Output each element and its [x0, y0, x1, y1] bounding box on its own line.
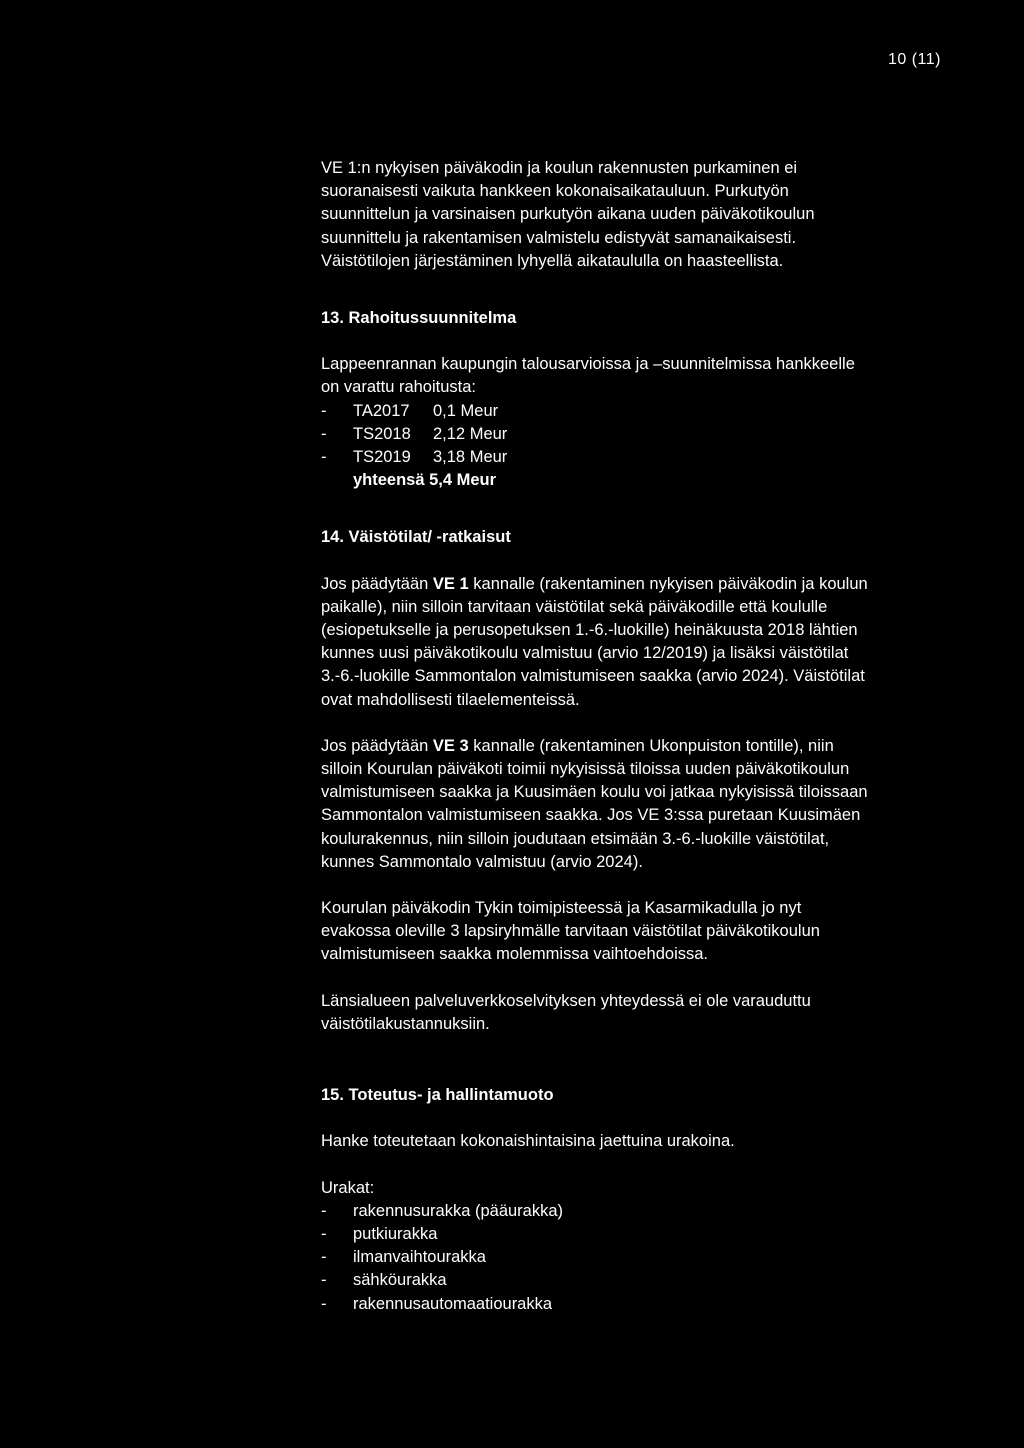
contract-item — [321, 1200, 981, 1223]
section-15-paragraph: Hanke toteutetaan kokonaishintaisina jaettuina urakoina. — [321, 1132, 735, 1151]
contract-label: sähköurakka — [353, 1271, 447, 1290]
bold-option: VE 3 — [432, 736, 469, 755]
funding-item — [321, 446, 981, 469]
list-dash: - — [321, 424, 327, 443]
contract-item — [321, 1269, 981, 1292]
list-dash: - — [321, 401, 327, 420]
section-14-heading: 14. Väistötilat/ -ratkaisut — [321, 528, 511, 547]
funding-code: TS2019 — [353, 448, 411, 467]
text-span: kannalle (rakentaminen Ukonpuiston tontille), niin silloin Kourulan päiväkoti toimii nykyisissä tiloissa uuden päiväkotikoulun valmistumiseen saakka ja Kuusimäen koulu voi jatkaa nykyisissä tiloissaan Sammontalon valmistumiseen saakka. Jos VE 3:ssa puretaan Kuusimäen koulurakennus, niin silloin joudutaan etsimään 3.-6.-luokille väistötilat, kunnes Sammontalo valmistuu (arvio 2024). — [321, 736, 868, 871]
document-body — [321, 157, 981, 1316]
contract-item — [321, 1223, 981, 1246]
funding-code: TS2018 — [353, 424, 411, 443]
section-13-paragraph: Lappeenrannan kaupungin talousarvioissa ja –suunnitelmissa hankkeelle on varattu rahoitusta: — [321, 355, 855, 397]
text-span: kannalle (rakentaminen nykyisen päiväkodin ja koulun paikalle), niin silloin tarvitaan väistötilat sekä päiväkodille että koululle (esiopetukselle ja perusopetuksen 1.-6.-luokille) heinäkuusta 2018 lähtien kunnes uusi päiväkotikoulu valmistuu (arvio 12/2019) ja lisäksi väistötilat 3.-6.-luokille Sammontalon valmistumiseen saakka (arvio 2024). Väistötilat ovat mahdollisesti tilaelementeissä. — [321, 574, 868, 709]
urakat-label: Urakat: — [321, 1178, 375, 1197]
contract-item — [321, 1246, 981, 1269]
page-number: 10 (11) — [887, 51, 941, 68]
list-dash: - — [321, 1294, 327, 1313]
text-span: Jos päädytään — [321, 736, 433, 755]
list-dash: - — [321, 1201, 327, 1220]
intro-paragraph: VE 1:n nykyisen päiväkodin ja koulun rakennusten purkaminen ei suoranaisesti vaikuta hankkeen kokonaisaikatauluun. Purkutyön suunnittelun ja varsinaisen purkutyön aikana uuden päiväkotikoulun suunnittelu ja rakentamisen valmistelu edistyvät samanaikaisesti. Väistötilojen järjestäminen lyhyellä aikataululla on haasteellista. — [321, 159, 815, 270]
list-dash: - — [321, 1224, 327, 1243]
section-14-paragraph-3: Kourulan päiväkodin Tykin toimipisteessä ja Kasarmikadulla jo nyt evakossa oleville 3 lapsiryhmälle tarvitaan väistötilat päiväkotikoulun valmistumiseen saakka molemmissa vaihtoehdoissa. — [321, 899, 820, 964]
list-dash: - — [321, 1271, 327, 1290]
funding-code: TA2017 — [353, 401, 410, 420]
bold-option: VE 1 — [432, 574, 469, 593]
contract-label: rakennusautomaatiourakka — [353, 1294, 553, 1313]
funding-item — [321, 400, 981, 423]
funding-amount: 0,1 Meur — [433, 401, 499, 420]
funding-item — [321, 423, 981, 446]
contract-label: rakennusurakka (pääurakka) — [353, 1201, 564, 1220]
section-14-paragraph-2 — [321, 735, 981, 874]
list-dash: - — [321, 448, 327, 467]
section-13-heading: 13. Rahoitussuunnitelma — [321, 309, 517, 328]
funding-total: yhteensä 5,4 Meur — [353, 471, 497, 490]
contract-label: ilmanvaihtourakka — [353, 1248, 486, 1267]
section-14-paragraph-4: Länsialueen palveluverkkoselvityksen yhteydessä ei ole varauduttu väistötilakustannuksiin. — [321, 991, 811, 1033]
funding-amount: 3,18 Meur — [433, 448, 508, 467]
funding-amount: 2,12 Meur — [433, 424, 508, 443]
section-15-heading: 15. Toteutus- ja hallintamuoto — [321, 1086, 554, 1105]
contract-label: putkiurakka — [353, 1224, 438, 1243]
funding-list — [321, 400, 981, 470]
contract-item — [321, 1293, 981, 1316]
section-14-paragraph-1 — [321, 573, 981, 712]
list-dash: - — [321, 1248, 327, 1267]
contract-list — [321, 1200, 981, 1316]
text-span: Jos päädytään — [321, 574, 433, 593]
